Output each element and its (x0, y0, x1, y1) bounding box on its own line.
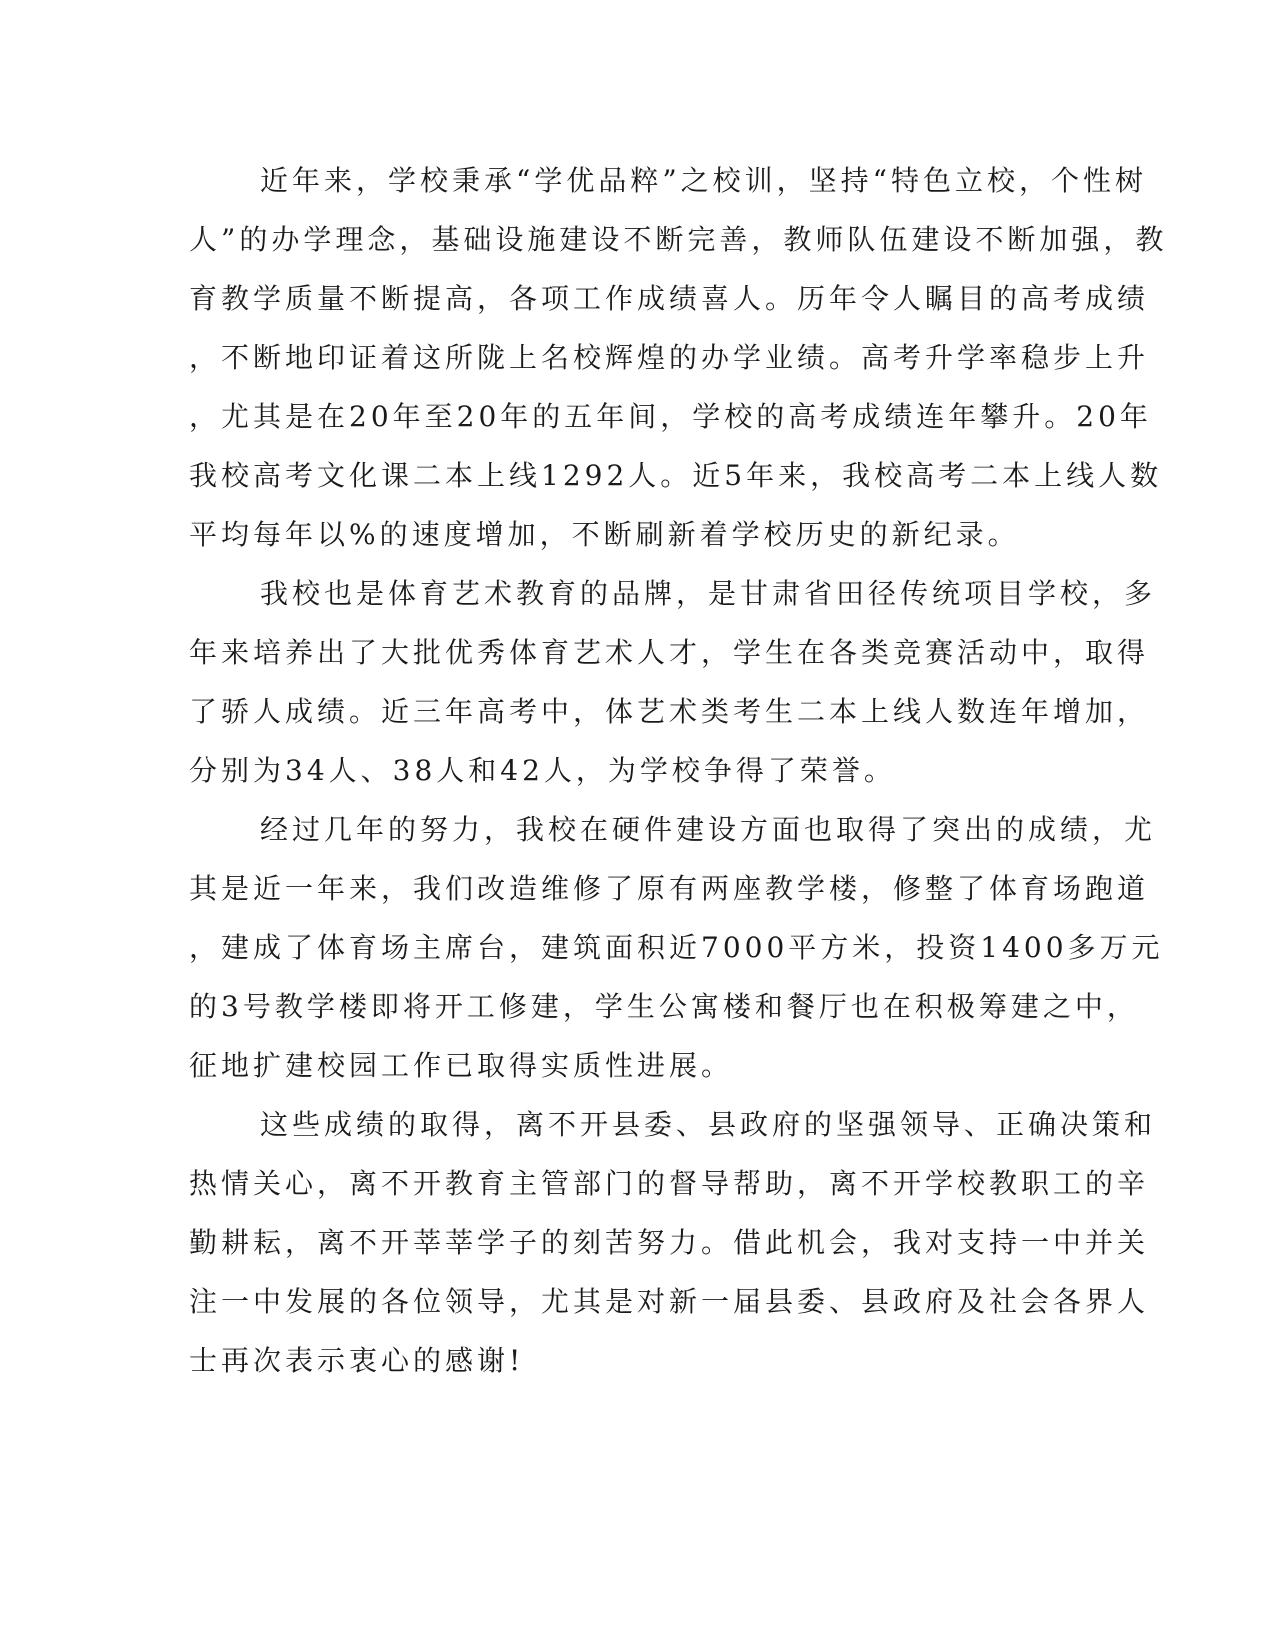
paragraph-4-line-3: 勤耕耘，离不开莘莘学子的刻苦努力。借此机会，我对支持一中并关 (189, 1226, 1150, 1259)
paragraph-1-line-2: 人”的办学理念，基础设施建设不断完善，教师队伍建设不断加强，教 (189, 223, 1168, 256)
paragraph-1-line-1: 近年来，学校秉承“学优品粹”之校训，坚持“特色立校，个性树 (260, 164, 1147, 197)
paragraph-4-line-4: 注一中发展的各位领导，尤其是对新一届县委、县政府及社会各界人 (189, 1285, 1150, 1318)
paragraph-3-line-4: 的3号教学楼即将开工修建，学生公寓楼和餐厅也在积极筹建之中， (189, 990, 1139, 1023)
paragraph-3-line-2: 其是近一年来，我们改造维修了原有两座教学楼，修整了体育场跑道 (189, 872, 1150, 905)
paragraph-1-line-7: 平均每年以%的速度增加，不断刷新着学校历史的新纪录。 (189, 518, 1020, 551)
paragraph-3-line-3: ，建成了体育场主席台，建筑面积近7000平方米，投资1400多万元 (189, 931, 1164, 964)
paragraph-4-line-5: 士再次表示衷心的感谢! (189, 1344, 525, 1377)
paragraph-2-line-4: 分别为34人、38人和42人，为学校争得了荣誉。 (189, 754, 896, 787)
paragraph-3-line-1: 经过几年的努力，我校在硬件建设方面也取得了突出的成绩，尤 (260, 813, 1157, 846)
paragraph-2-line-2: 年来培养出了大批优秀体育艺术人才，学生在各类竞赛活动中，取得 (189, 636, 1150, 669)
paragraph-1-line-5: ，尤其是在20年至20年的五年间，学校的高考成绩连年攀升。20年 (189, 400, 1152, 433)
paragraph-1-line-4: ，不断地印证着这所陇上名校辉煌的办学业绩。高考升学率稳步上升 (189, 341, 1150, 374)
paragraph-4-line-2: 热情关心，离不开教育主管部门的督导帮助，离不开学校教职工的辛 (189, 1167, 1150, 1200)
paragraph-1-line-6: 我校高考文化课二本上线1292人。近5年来，我校高考二本上线人数 (189, 459, 1163, 492)
paragraph-1-line-3: 育教学质量不断提高，各项工作成绩喜人。历年令人瞩目的高考成绩 (189, 282, 1150, 315)
paragraph-4-line-1: 这些成绩的取得，离不开县委、县政府的坚强领导、正确决策和 (260, 1108, 1157, 1141)
paragraph-2-line-3: 了骄人成绩。近三年高考中，体艺术类考生二本上线人数连年增加， (189, 695, 1150, 728)
paragraph-3-line-5: 征地扩建校园工作已取得实质性进展。 (189, 1049, 734, 1082)
paragraph-2-line-1: 我校也是体育艺术教育的品牌，是甘肃省田径传统项目学校，多 (260, 577, 1157, 610)
